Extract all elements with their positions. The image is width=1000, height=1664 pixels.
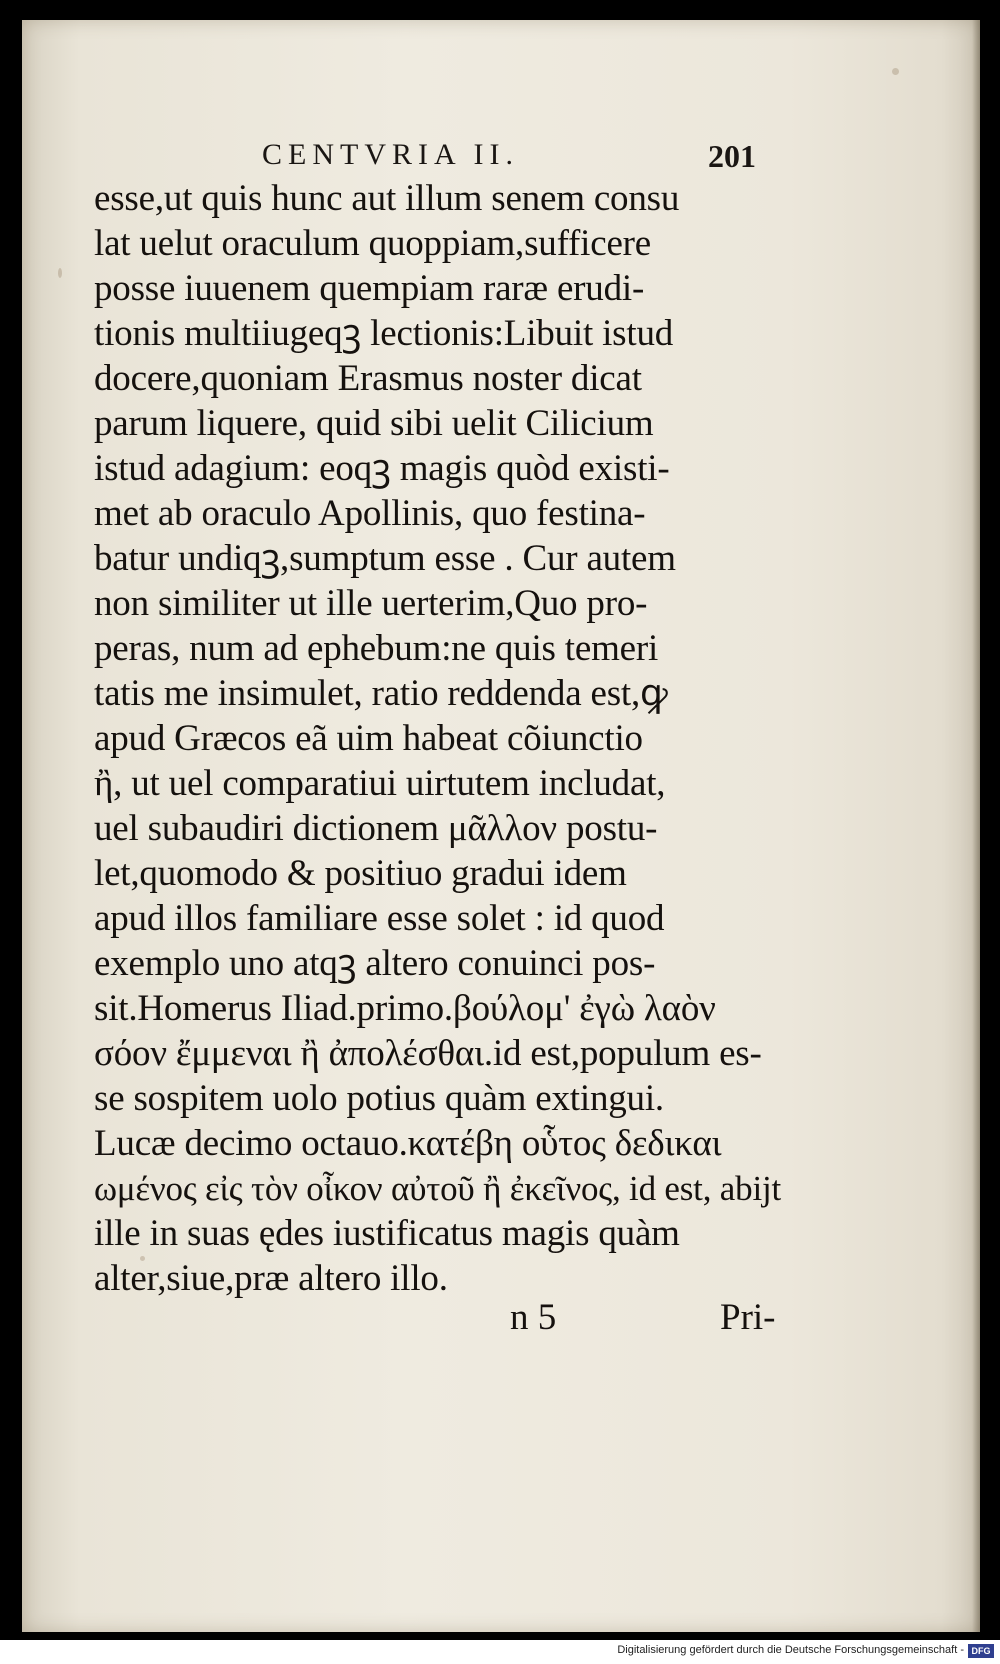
text-line: apud Græcos eã uim habeat cõiunctio xyxy=(94,718,643,759)
paper-stain xyxy=(892,68,899,75)
text-line: esse,ut quis hunc aut illum senem consu xyxy=(94,178,680,219)
page-header xyxy=(22,138,980,178)
text-line: peras, num ad ephebum:ne quis temeri xyxy=(94,628,659,669)
text-line: Lucæ decimo octauo.κατέβη οὗτος δεδικαι xyxy=(94,1123,722,1164)
text-line: sit.Homerus Iliad.primo.βούλομ' ἐγὼ λαὸν xyxy=(94,988,716,1029)
text-line: σόον ἔμμεναι ἢ ἀπολέσθαι.id est,populum es- xyxy=(94,1033,762,1074)
footer-bar xyxy=(0,1640,1000,1664)
text-line: alter,siue,præ altero illo. xyxy=(94,1258,448,1299)
text-line: lat uelut oraculum quoppiam,sufficere xyxy=(94,223,652,264)
paper-stain xyxy=(58,268,62,278)
text-line: exemplo uno atqꝫ altero conuinci pos- xyxy=(94,943,656,984)
text-line: docere,quoniam Erasmus noster dicat xyxy=(94,358,642,399)
text-line: parum liquere, quid sibi uelit Cilicium xyxy=(94,403,654,444)
text-line: posse iuuenem quempiam raræ erudi- xyxy=(94,268,645,309)
text-line: ἢ, ut uel comparatiui uirtutem includat, xyxy=(94,763,666,804)
running-head: CENTVRIA II. xyxy=(262,138,519,171)
book-page xyxy=(22,20,980,1632)
text-line: let,quomodo & positiuo gradui idem xyxy=(94,853,627,894)
text-line: batur undiqꝫ,sumptum esse . Cur autem xyxy=(94,538,676,579)
text-line: met ab oraculo Apollinis, quo festina- xyxy=(94,493,646,534)
text-line: tatis me insimulet, ratio reddenda est,ꝙ xyxy=(94,673,668,714)
text-line: apud illos familiare esse solet : id quod xyxy=(94,898,665,939)
catchline xyxy=(22,1296,980,1346)
signature-mark: n 5 xyxy=(510,1297,557,1338)
page-number: 201 xyxy=(708,138,756,174)
catchword: Pri- xyxy=(720,1297,776,1338)
dfg-logo: DFG xyxy=(968,1644,994,1658)
page-edge-shadow xyxy=(972,20,980,1632)
text-line: uel subaudiri dictionem μᾶλλον postu- xyxy=(94,808,658,849)
text-line: se sospitem uolo potius quàm extingui. xyxy=(94,1078,664,1119)
text-line: ille in suas ędes iustificatus magis quàm xyxy=(94,1213,680,1254)
text-line: non similiter ut ille uerterim,Quo pro- xyxy=(94,583,648,624)
text-line: istud adagium: eoqꝫ magis quòd existi- xyxy=(94,448,670,489)
body-text xyxy=(94,176,794,1301)
text-line: ωμένος εἰς τὸν οἶκον αὐτοῦ ἢ ἐκεῖνος, id est, abijt xyxy=(94,1169,782,1208)
text-line: tionis multiiugeqꝫ lectionis:Libuit istud xyxy=(94,313,674,354)
funding-credit: Digitalisierung gefördert durch die Deutsche Forschungsgemeinschaft - xyxy=(617,1644,964,1656)
